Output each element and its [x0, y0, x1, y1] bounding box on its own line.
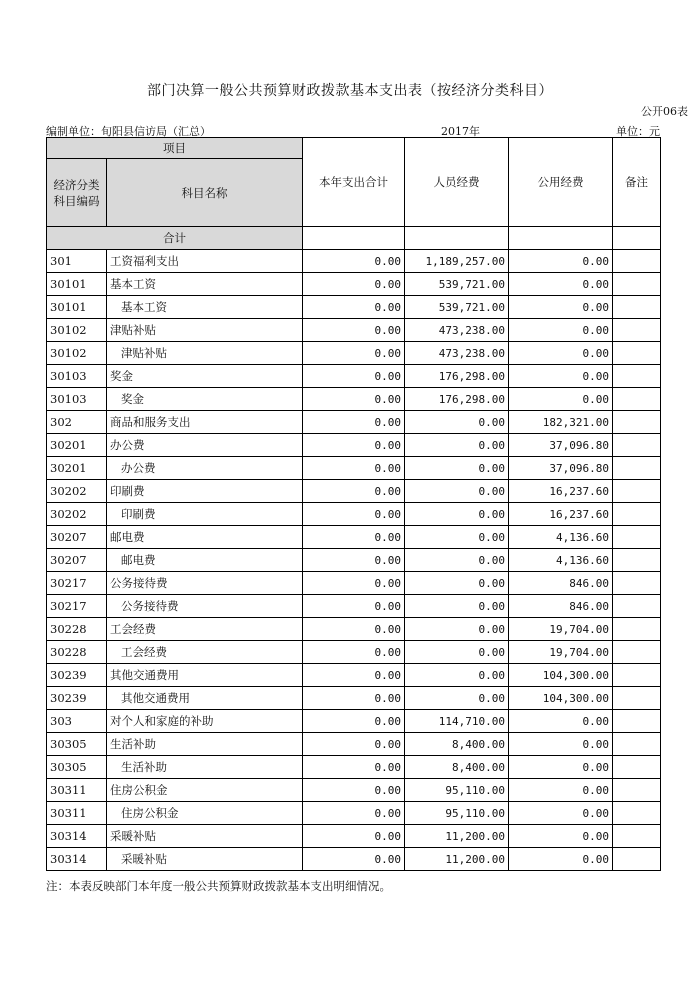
row-name: 采暖补贴 [107, 825, 303, 848]
row-note [613, 250, 661, 273]
table-row [47, 848, 661, 871]
row-public: 0.00 [509, 802, 613, 825]
row-public: 0.00 [509, 365, 613, 388]
table-row [47, 480, 661, 503]
row-note [613, 319, 661, 342]
row-name: 其他交通费用 [107, 687, 303, 710]
row-public: 0.00 [509, 342, 613, 365]
row-personnel: 11,200.00 [405, 848, 509, 871]
row-public: 182,321.00 [509, 411, 613, 434]
row-personnel: 0.00 [405, 618, 509, 641]
row-code: 30103 [47, 388, 107, 411]
row-public: 37,096.80 [509, 434, 613, 457]
row-code: 302 [47, 411, 107, 434]
row-total: 0.00 [303, 710, 405, 733]
row-name: 邮电费 [107, 526, 303, 549]
row-public: 0.00 [509, 319, 613, 342]
row-note [613, 641, 661, 664]
row-personnel: 539,721.00 [405, 296, 509, 319]
row-total: 0.00 [303, 549, 405, 572]
row-personnel: 0.00 [405, 595, 509, 618]
row-code: 30239 [47, 687, 107, 710]
row-public: 0.00 [509, 825, 613, 848]
table-row [47, 319, 661, 342]
row-total: 0.00 [303, 756, 405, 779]
row-note [613, 779, 661, 802]
row-public: 0.00 [509, 733, 613, 756]
row-code: 30228 [47, 618, 107, 641]
row-name: 生活补助 [107, 733, 303, 756]
row-personnel: 0.00 [405, 687, 509, 710]
row-note [613, 733, 661, 756]
row-total: 0.00 [303, 595, 405, 618]
row-note [613, 526, 661, 549]
row-code: 30217 [47, 595, 107, 618]
row-code: 30202 [47, 503, 107, 526]
note-cell [613, 227, 661, 250]
table-row [47, 618, 661, 641]
row-public: 0.00 [509, 779, 613, 802]
row-code: 30207 [47, 526, 107, 549]
row-note [613, 503, 661, 526]
row-name: 住房公积金 [107, 779, 303, 802]
row-total: 0.00 [303, 825, 405, 848]
row-name: 基本工资 [107, 273, 303, 296]
row-total: 0.00 [303, 687, 405, 710]
row-code: 30103 [47, 365, 107, 388]
row-total: 0.00 [303, 641, 405, 664]
row-public: 4,136.60 [509, 549, 613, 572]
row-name: 采暖补贴 [107, 848, 303, 871]
row-note [613, 572, 661, 595]
row-note [613, 549, 661, 572]
row-total: 0.00 [303, 388, 405, 411]
row-total: 0.00 [303, 411, 405, 434]
row-name: 工会经费 [107, 641, 303, 664]
row-public: 0.00 [509, 296, 613, 319]
row-code: 30311 [47, 779, 107, 802]
row-public: 19,704.00 [509, 641, 613, 664]
table-row [47, 756, 661, 779]
row-code: 30314 [47, 825, 107, 848]
row-total: 0.00 [303, 733, 405, 756]
row-code: 30102 [47, 342, 107, 365]
row-code: 30201 [47, 457, 107, 480]
table-row [47, 687, 661, 710]
row-name: 办公费 [107, 457, 303, 480]
row-personnel: 8,400.00 [405, 756, 509, 779]
row-public: 0.00 [509, 756, 613, 779]
header-name: 科目名称 [107, 159, 303, 227]
table-row [47, 549, 661, 572]
row-name: 对个人和家庭的补助 [107, 710, 303, 733]
row-note [613, 825, 661, 848]
row-total: 0.00 [303, 434, 405, 457]
row-total: 0.00 [303, 664, 405, 687]
row-code: 30101 [47, 273, 107, 296]
report-year: 2017年 [441, 125, 480, 138]
reporting-unit: 编制单位：旬阳县信访局（汇总） [46, 125, 211, 138]
total-cell [509, 227, 613, 250]
total-label: 合计 [47, 227, 303, 250]
table-row [47, 595, 661, 618]
row-personnel: 1,189,257.00 [405, 250, 509, 273]
row-name: 公务接待费 [107, 595, 303, 618]
row-name: 工会经费 [107, 618, 303, 641]
row-personnel: 0.00 [405, 411, 509, 434]
table-row [47, 641, 661, 664]
row-public: 4,136.60 [509, 526, 613, 549]
row-code: 30311 [47, 802, 107, 825]
row-code: 301 [47, 250, 107, 273]
unit-line [46, 123, 660, 137]
row-personnel: 95,110.00 [405, 802, 509, 825]
row-name: 办公费 [107, 434, 303, 457]
header-code: 经济分类 科目编码 [47, 159, 107, 227]
row-personnel: 0.00 [405, 480, 509, 503]
table-row [47, 503, 661, 526]
table-row [47, 710, 661, 733]
row-personnel: 176,298.00 [405, 365, 509, 388]
row-note [613, 687, 661, 710]
row-code: 30217 [47, 572, 107, 595]
row-personnel: 0.00 [405, 549, 509, 572]
table-row [47, 434, 661, 457]
table-row [47, 733, 661, 756]
row-public: 104,300.00 [509, 687, 613, 710]
row-total: 0.00 [303, 802, 405, 825]
table-row [47, 388, 661, 411]
row-code: 30202 [47, 480, 107, 503]
row-name: 住房公积金 [107, 802, 303, 825]
row-note [613, 296, 661, 319]
row-note [613, 480, 661, 503]
table-row [47, 250, 661, 273]
row-name: 其他交通费用 [107, 664, 303, 687]
row-personnel: 95,110.00 [405, 779, 509, 802]
row-note [613, 595, 661, 618]
row-note [613, 802, 661, 825]
row-personnel: 0.00 [405, 572, 509, 595]
row-total: 0.00 [303, 779, 405, 802]
table-row [47, 365, 661, 388]
row-personnel: 0.00 [405, 503, 509, 526]
row-code: 30314 [47, 848, 107, 871]
header-personnel: 人员经费 [405, 138, 509, 227]
row-name: 邮电费 [107, 549, 303, 572]
row-personnel: 11,200.00 [405, 825, 509, 848]
table-row [47, 526, 661, 549]
row-note [613, 273, 661, 296]
row-personnel: 0.00 [405, 434, 509, 457]
row-name: 工资福利支出 [107, 250, 303, 273]
row-total: 0.00 [303, 848, 405, 871]
table-row [47, 779, 661, 802]
row-code: 30102 [47, 319, 107, 342]
footnote: 注：本表反映部门本年度一般公共预算财政拨款基本支出明细情况。 [46, 879, 391, 893]
row-personnel: 0.00 [405, 664, 509, 687]
header-public: 公用经费 [509, 138, 613, 227]
row-personnel: 8,400.00 [405, 733, 509, 756]
row-name: 奖金 [107, 388, 303, 411]
row-note [613, 388, 661, 411]
row-personnel: 176,298.00 [405, 388, 509, 411]
table-row [47, 411, 661, 434]
table-row [47, 802, 661, 825]
row-personnel: 0.00 [405, 526, 509, 549]
table-row [47, 457, 661, 480]
row-total: 0.00 [303, 503, 405, 526]
row-note [613, 365, 661, 388]
row-code: 30239 [47, 664, 107, 687]
currency-unit: 单位：元 [616, 125, 660, 138]
row-total: 0.00 [303, 250, 405, 273]
row-public: 0.00 [509, 710, 613, 733]
total-cell [303, 227, 405, 250]
header-item-group: 项目 [47, 138, 303, 159]
row-total: 0.00 [303, 273, 405, 296]
row-total: 0.00 [303, 526, 405, 549]
row-code: 30305 [47, 756, 107, 779]
row-note [613, 411, 661, 434]
row-name: 奖金 [107, 365, 303, 388]
row-public: 0.00 [509, 388, 613, 411]
row-public: 37,096.80 [509, 457, 613, 480]
row-code: 30305 [47, 733, 107, 756]
row-code: 30207 [47, 549, 107, 572]
row-code: 30101 [47, 296, 107, 319]
row-public: 16,237.60 [509, 503, 613, 526]
row-personnel: 473,238.00 [405, 319, 509, 342]
row-note [613, 618, 661, 641]
header-note: 备注 [613, 138, 661, 227]
row-public: 104,300.00 [509, 664, 613, 687]
row-public: 846.00 [509, 572, 613, 595]
table-row [47, 664, 661, 687]
row-personnel: 473,238.00 [405, 342, 509, 365]
row-public: 16,237.60 [509, 480, 613, 503]
row-code: 303 [47, 710, 107, 733]
row-total: 0.00 [303, 296, 405, 319]
row-public: 846.00 [509, 595, 613, 618]
row-note [613, 710, 661, 733]
row-note [613, 342, 661, 365]
row-note [613, 664, 661, 687]
row-name: 商品和服务支出 [107, 411, 303, 434]
row-name: 印刷费 [107, 480, 303, 503]
row-personnel: 114,710.00 [405, 710, 509, 733]
row-name: 津贴补贴 [107, 319, 303, 342]
row-note [613, 756, 661, 779]
row-public: 0.00 [509, 273, 613, 296]
row-name: 生活补助 [107, 756, 303, 779]
row-personnel: 0.00 [405, 641, 509, 664]
row-name: 公务接待费 [107, 572, 303, 595]
row-name: 基本工资 [107, 296, 303, 319]
total-row [47, 227, 661, 250]
row-note [613, 848, 661, 871]
table-body [47, 227, 661, 871]
row-name: 津贴补贴 [107, 342, 303, 365]
row-total: 0.00 [303, 618, 405, 641]
row-public: 0.00 [509, 250, 613, 273]
row-note [613, 434, 661, 457]
table-row [47, 273, 661, 296]
row-total: 0.00 [303, 572, 405, 595]
row-personnel: 539,721.00 [405, 273, 509, 296]
row-public: 0.00 [509, 848, 613, 871]
form-number: 公开06表 [641, 105, 688, 118]
page-title: 部门决算一般公共预算财政拨款基本支出表（按经济分类科目） [147, 83, 553, 99]
row-personnel: 0.00 [405, 457, 509, 480]
row-name: 印刷费 [107, 503, 303, 526]
table-row [47, 296, 661, 319]
total-cell [405, 227, 509, 250]
row-total: 0.00 [303, 480, 405, 503]
table-row [47, 825, 661, 848]
row-total: 0.00 [303, 342, 405, 365]
row-total: 0.00 [303, 319, 405, 342]
row-note [613, 457, 661, 480]
row-code: 30201 [47, 434, 107, 457]
table-row [47, 342, 661, 365]
row-public: 19,704.00 [509, 618, 613, 641]
row-total: 0.00 [303, 365, 405, 388]
row-total: 0.00 [303, 457, 405, 480]
row-code: 30228 [47, 641, 107, 664]
header-total: 本年支出合计 [303, 138, 405, 227]
table-row [47, 572, 661, 595]
expenditure-table [46, 137, 661, 871]
